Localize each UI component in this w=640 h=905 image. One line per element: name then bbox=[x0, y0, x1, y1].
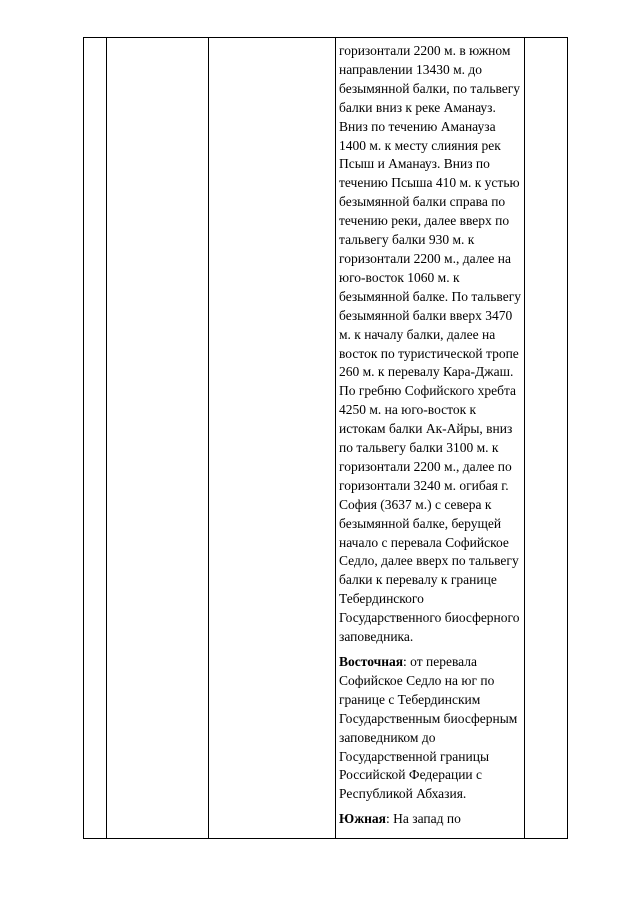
table-cell-boundary-description bbox=[336, 38, 525, 839]
table-cell-number bbox=[84, 38, 107, 839]
table-cell-notes bbox=[525, 38, 568, 839]
east-boundary-paragraph bbox=[339, 653, 521, 804]
south-boundary-paragraph bbox=[339, 810, 521, 829]
north-boundary-paragraph: горизонтали 2200 м. в южном направлении 13430 м. до безымянной балки, по тальвегу балки вниз к реке Аманауз. Вниз по течению Аманауза 1400 м. к месту слияния рек Псыш и Аманауз. Вниз по течению Псыша 410 м. к устью безымянной балки справа по течению реки, далее вверх по тальвегу балки 930 м. к горизонтали 2200 м., далее на юго-восток 1060 м. к безымянной балке. По тальвегу безымянной балки вверх 3470 м. к началу балки, далее на восток по туристической тропе 260 м. к перевалу Кара-Джаш. По гребню Софийского хребта 4250 м. на юго-восток к истокам балки Ак-Айры, вниз по тальвегу балки 3100 м. к горизонтали 2200 м., далее по горизонтали 3240 м. огибая г. София (3637 м.) с севера к безымянной балке, берущей начало с перевала Софийское Седло, далее вверх по тальвегу балки к перевалу к границе Тебердинского Государственного биосферного заповедника. bbox=[339, 43, 521, 645]
table-row bbox=[84, 38, 568, 839]
table-cell-name bbox=[107, 38, 209, 839]
south-boundary-label: Южная bbox=[339, 811, 386, 827]
table-cell-location bbox=[209, 38, 336, 839]
boundary-table bbox=[83, 37, 568, 839]
east-boundary-label: Восточная bbox=[339, 654, 404, 669]
east-boundary-text: : от перевала Софийское Седло на юг по границе с Тебердинским Государственным биосферным заповедником до Государственной границы Российской Федерации с Республикой Абхазия. bbox=[339, 654, 518, 802]
south-boundary-text: : На запад по bbox=[386, 811, 461, 827]
boundary-description-text bbox=[336, 38, 524, 829]
